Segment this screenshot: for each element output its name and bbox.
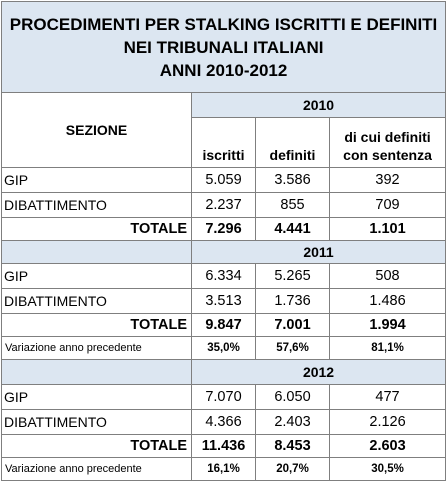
col-header-definiti: definiti	[256, 118, 330, 168]
year-label-2012: 2012	[192, 360, 446, 385]
table-row	[2, 193, 446, 218]
cell-sentenza: 1.486	[330, 289, 446, 314]
variation-row	[2, 458, 446, 481]
row-label: GIP	[2, 264, 192, 289]
cell-iscritti: 4.366	[192, 410, 256, 435]
variation-row	[2, 337, 446, 360]
table-row	[2, 410, 446, 435]
cell-definiti: 855	[256, 193, 330, 218]
variation-label: Variazione anno precedente	[2, 337, 192, 360]
cell-sentenza: 508	[330, 264, 446, 289]
total-iscritti: 7.296	[192, 218, 256, 241]
title-line-2: NEI TRIBUNALI ITALIANI	[123, 38, 324, 57]
variation-definiti: 57,6%	[256, 337, 330, 360]
total-definiti: 4.441	[256, 218, 330, 241]
table-title	[2, 2, 446, 93]
year-row-2010	[2, 93, 446, 118]
year-label-2010: 2010	[192, 93, 446, 118]
variation-sentenza: 30,5%	[330, 458, 446, 481]
variation-iscritti: 16,1%	[192, 458, 256, 481]
cell-definiti: 5.265	[256, 264, 330, 289]
cell-sentenza: 477	[330, 385, 446, 410]
section-header: SEZIONE	[2, 93, 192, 168]
cell-definiti: 3.586	[256, 168, 330, 193]
total-iscritti: 11.436	[192, 435, 256, 458]
table-row	[2, 264, 446, 289]
cell-definiti: 6.050	[256, 385, 330, 410]
total-label: TOTALE	[2, 435, 192, 458]
col-header-sentenza	[330, 118, 446, 168]
table-row	[2, 168, 446, 193]
title-row	[2, 2, 446, 93]
cell-iscritti: 7.070	[192, 385, 256, 410]
total-label: TOTALE	[2, 314, 192, 337]
row-label: GIP	[2, 385, 192, 410]
total-sentenza: 1.994	[330, 314, 446, 337]
total-iscritti: 9.847	[192, 314, 256, 337]
total-sentenza: 2.603	[330, 435, 446, 458]
col-header-sentenza-line-2: con sentenza	[343, 147, 432, 163]
cell-definiti: 1.736	[256, 289, 330, 314]
year-row-2012	[2, 360, 446, 385]
cell-sentenza: 2.126	[330, 410, 446, 435]
row-label: DIBATTIMENTO	[2, 410, 192, 435]
total-row	[2, 435, 446, 458]
row-label: DIBATTIMENTO	[2, 289, 192, 314]
total-label: TOTALE	[2, 218, 192, 241]
cell-sentenza: 709	[330, 193, 446, 218]
title-line-3: ANNI 2010-2012	[159, 61, 288, 80]
year-row-2011	[2, 241, 446, 264]
variation-definiti: 20,7%	[256, 458, 330, 481]
year-label-2011: 2011	[192, 241, 446, 264]
variation-sentenza: 81,1%	[330, 337, 446, 360]
cell-iscritti: 3.513	[192, 289, 256, 314]
total-sentenza: 1.101	[330, 218, 446, 241]
cell-iscritti: 6.334	[192, 264, 256, 289]
cell-iscritti: 5.059	[192, 168, 256, 193]
table-row	[2, 385, 446, 410]
total-definiti: 8.453	[256, 435, 330, 458]
year-spacer-cell	[2, 360, 192, 385]
variation-iscritti: 35,0%	[192, 337, 256, 360]
total-definiti: 7.001	[256, 314, 330, 337]
row-label: GIP	[2, 168, 192, 193]
title-line-1: PROCEDIMENTI PER STALKING ISCRITTI E DEFINITI	[9, 15, 438, 34]
total-row	[2, 314, 446, 337]
row-label: DIBATTIMENTO	[2, 193, 192, 218]
total-row	[2, 218, 446, 241]
variation-label: Variazione anno precedente	[2, 458, 192, 481]
col-header-iscritti: iscritti	[192, 118, 256, 168]
cell-sentenza: 392	[330, 168, 446, 193]
table-row	[2, 289, 446, 314]
year-spacer-cell	[2, 241, 192, 264]
cell-iscritti: 2.237	[192, 193, 256, 218]
stalking-statistics-table	[1, 1, 446, 481]
cell-definiti: 2.403	[256, 410, 330, 435]
col-header-sentenza-line-1: di cui definiti	[344, 129, 431, 145]
